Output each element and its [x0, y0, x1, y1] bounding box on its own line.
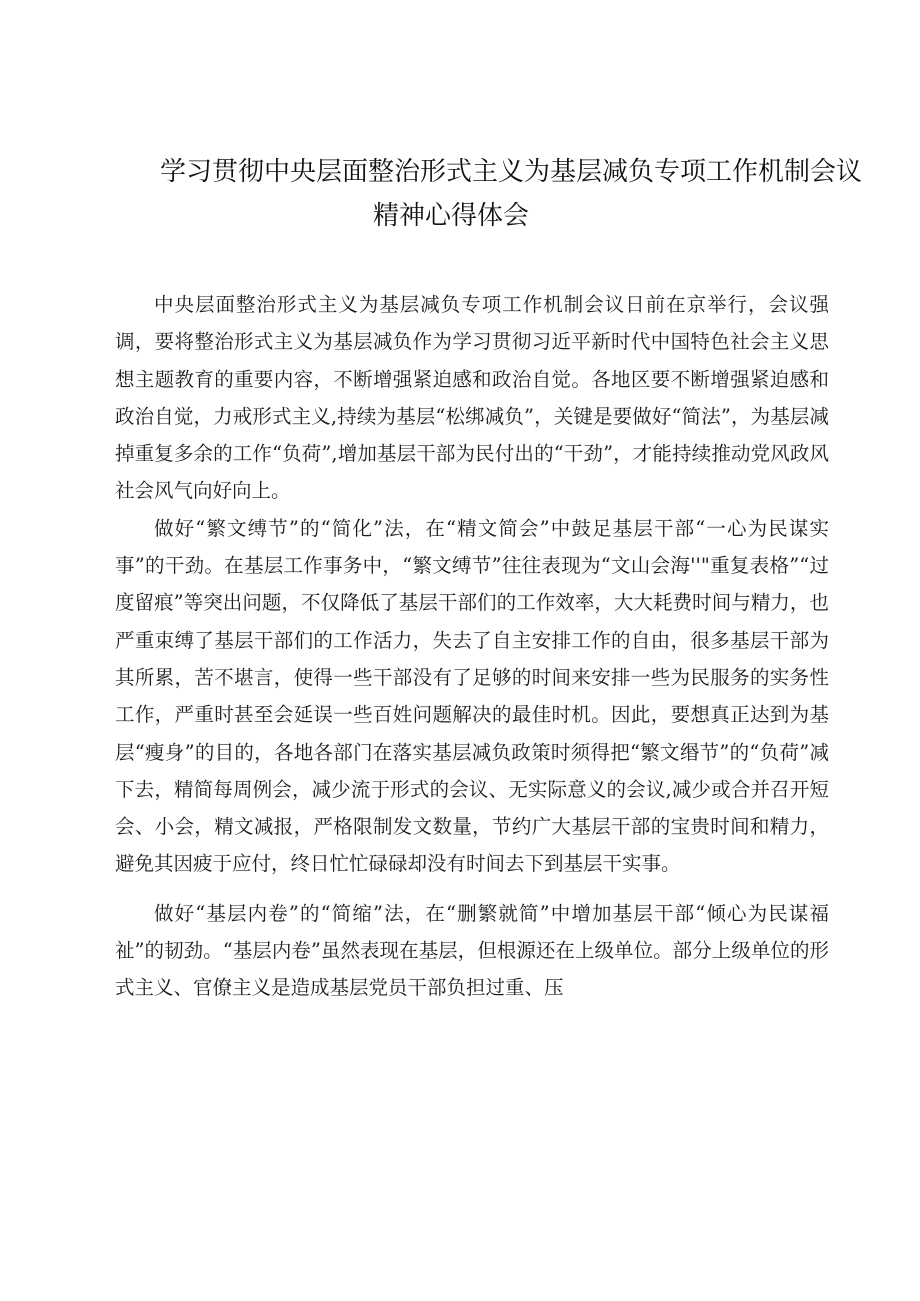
document-title [160, 150, 863, 238]
paragraph-3: 做好“基层内卷”的“简缩”法，在“删繁就简”中增加基层干部“倾心为民谋福祉”的韧劲。“基层内卷”虽然表现在基层，但根源还在上级单位。部分上级单位的形式主义、官僚主义是造成基层党员干部负担过重、压 [115, 901, 829, 1000]
title-line-1: 学习贯彻中央层面整治形式主义为基层减负专项工作机制会议 [160, 157, 863, 187]
paragraph-2: 做好“繁文缚节”的“简化”法，在“精文简会”中鼓足基层干部“一心为民谋实事”的干劲。在基层工作事务中，“繁文缚节”往往表现为“文山会海''"重复表格”“过度留痕”等突出问题，不仅降低了基层干部们的工作效率，大大耗费时间与精力，也严重束缚了基层干部们的工作活力，失去了自主安排工作的自由，很多基层干部为其所累，苦不堪言，使得一些干部没有了足够的时间来安排一些为民服务的实务性工作，严重时甚至会延误一些百姓问题解决的最佳时机。因此，要想真正达到为基层“瘦身”的目的，各地各部门在落实基层减负政策时须得把“繁文缗节”的“负荷”减下去，精简每周例会，减少流于形式的会议、无实际意义的会议,减少或合并召开短会、小会，精文减报，严格限制发文数量，节约广大基层干部的宝贵时间和精力，避免其因疲于应付，终日忙忙碌碌却没有时间去下到基层干实事。 [115, 516, 829, 876]
paragraph-1: 中央层面整治形式主义为基层减负专项工作机制会议日前在京举行，会议强调，要将整治形式主义为基层减负作为学习贯彻习近平新时代中国特色社会主义思想主题教育的重要内容，不断增强紧迫感和政治自觉。各地区要不断增强紧迫感和政治自觉，力戒形式主义,持续为基层“松绑减负”，关键是要做好“简法”，为基层减掉重复多余的工作“负荷”,增加基层干部为民付出的“干劲”，才能持续推动党风政风社会风气向好向上。 [115, 293, 829, 503]
title-line-2: 精神心得体会 [373, 201, 530, 231]
document-body [115, 286, 829, 1007]
